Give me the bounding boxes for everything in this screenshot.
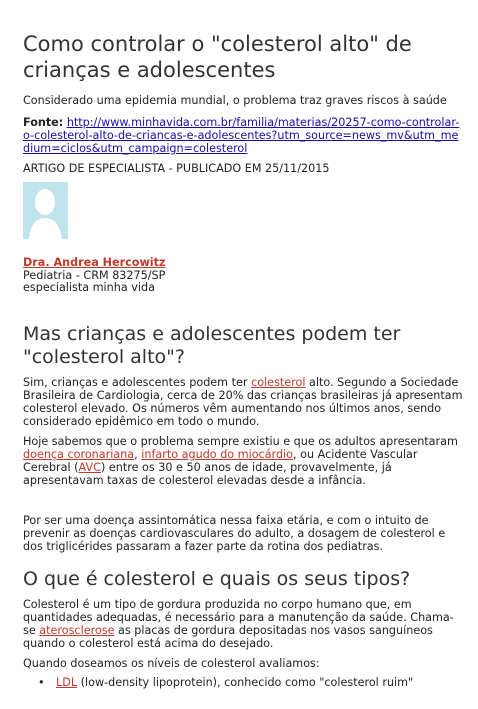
link-ldl[interactable]: LDL bbox=[56, 676, 78, 689]
text-span: , bbox=[134, 448, 142, 461]
article-meta: ARTIGO DE ESPECIALISTA - PUBLICADO EM 25/11/2015 bbox=[23, 162, 330, 175]
link-aterosclerose[interactable]: aterosclerose bbox=[39, 624, 115, 637]
paragraph-3: Por ser uma doença assintomática nessa faixa etária, e com o intuito de prevenir as doenças cardiovasculares do adulto, a dosagem de colesterol e dos triglicérides passaram a fazer parte da rotina dos pediatras. bbox=[23, 514, 446, 553]
paragraph-2 bbox=[23, 435, 463, 487]
list-item bbox=[38, 676, 458, 689]
text-span: as placas de gordura depositadas nos vasos sanguíneos quando o colesterol está acima do desejado. bbox=[23, 624, 433, 650]
link-colesterol[interactable]: colesterol bbox=[251, 376, 306, 389]
source-link[interactable]: http://www.minhavida.com.br/familia/materias/20257-como-controlar-o-colesterol-alto-de-criancas-e-adolescentes?utm_source=news_mv&utm_medium=ciclos&utm_campaign=colesterol bbox=[23, 116, 460, 155]
text-span: ) entre os 30 e 50 anos de idade, provavelmente, já apresentavam taxas de colesterol elevadas desde a infância. bbox=[23, 461, 392, 487]
text-span: , ou Acidente Vascular Cerebral ( bbox=[23, 448, 418, 474]
author-role: Pediatria - CRM 83275/SP bbox=[23, 268, 166, 282]
text-span: Sim, crianças e adolescentes podem ter bbox=[23, 376, 252, 389]
text-span: (low-density lipoprotein), conhecido como "colesterol ruim" bbox=[77, 676, 414, 689]
text-span: Colesterol é um tipo de gordura produzida no corpo humano que, em quantidades adequadas, é necessário para a manutenção da saúde. Chama-se bbox=[23, 598, 454, 637]
text-span: Hoje sabemos que o problema sempre existiu e que os adultos apresentaram bbox=[23, 435, 458, 448]
person-silhouette-icon bbox=[23, 182, 68, 239]
paragraph-5: Quando doseamos os níveis de colesterol avaliamos: bbox=[23, 657, 320, 670]
link-doenca-coronariana[interactable]: doença coronariana bbox=[23, 448, 135, 461]
section-heading-1: Mas crianças e adolescentes podem ter "colesterol alto"? bbox=[23, 323, 401, 368]
link-infarto[interactable]: infarto agudo do miocárdio bbox=[141, 448, 294, 461]
author-desc: especialista minha vida bbox=[23, 281, 155, 294]
paragraph-4 bbox=[23, 598, 463, 650]
article-subtitle: Considerado uma epidemia mundial, o problema traz graves riscos à saúde bbox=[23, 94, 447, 107]
source-label: Fonte: bbox=[23, 116, 64, 129]
text-span: alto. Segundo a Sociedade Brasileira de Cardiologia, cerca de 20% das crianças brasileiras já apresentam colesterol elevado. Os números vêm aumentando nos últimos anos, sendo considerado epidêmico em todo o mundo. bbox=[23, 376, 463, 428]
source-line bbox=[23, 116, 463, 155]
author-block bbox=[23, 257, 323, 295]
section-heading-2: O que é colesterol e quais os seus tipos? bbox=[23, 568, 411, 590]
paragraph-1 bbox=[23, 376, 463, 428]
avatar bbox=[23, 182, 68, 239]
bullet-icon: • bbox=[38, 676, 45, 689]
article-title: Como controlar o "colesterol alto" de crianças e adolescentes bbox=[23, 32, 412, 82]
link-avc[interactable]: AVC bbox=[78, 461, 101, 474]
author-name-link[interactable]: Dra. Andrea Hercowitz bbox=[23, 256, 166, 269]
